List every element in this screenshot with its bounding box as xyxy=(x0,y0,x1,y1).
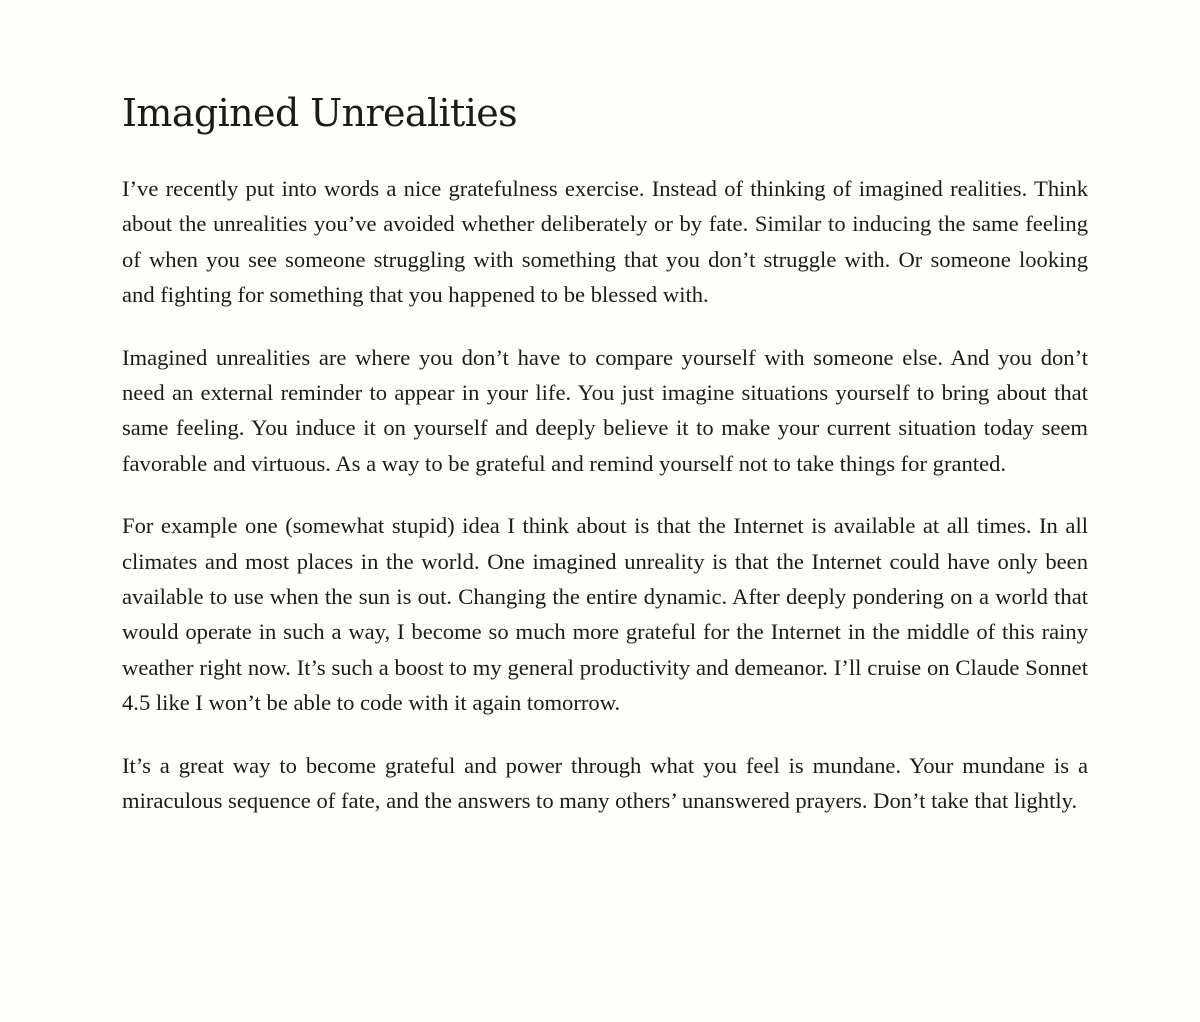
article-title: Imagined Unrealities xyxy=(122,91,518,135)
article-paragraph: It’s a great way to become grateful and power through what you feel is mundane. Your mundane is a miraculous sequence of fate, and the answers to many others’ unanswered prayers. Don’t take that lightly. xyxy=(122,752,1088,814)
article-paragraph: I’ve recently put into words a nice gratefulness exercise. Instead of thinking of imagined realities. Think about the unrealities you’ve avoided whether deliberately or by fate. Similar to inducing the same feeling of when you see someone struggling with something that you don’t struggle with. Or someone looking and fighting for something that you happened to be blessed with. xyxy=(122,176,1088,308)
article-paragraph: Imagined unrealities are where you don’t have to compare yourself with someone else. And you don’t need an external reminder to appear in your life. You just imagine situations yourself to bring about that same feeling. You induce it on yourself and deeply believe it to make your current situation today seem favorable and virtuous. As a way to be grateful and remind yourself not to take things for granted. xyxy=(122,344,1088,476)
article-paragraph: For example one (somewhat stupid) idea I think about is that the Internet is available at all times. In all climates and most places in the world. One imagined unreality is that the Internet could have only been available to use when the sun is out. Changing the entire dynamic. After deeply pondering on a world that would operate in such a way, I become so much more grateful for the Internet in the middle of this rainy weather right now. It’s such a boost to my general productivity and demeanor. I’ll cruise on Claude Sonnet 4.5 like I won’t be able to code with it again tomorrow. xyxy=(122,513,1088,716)
